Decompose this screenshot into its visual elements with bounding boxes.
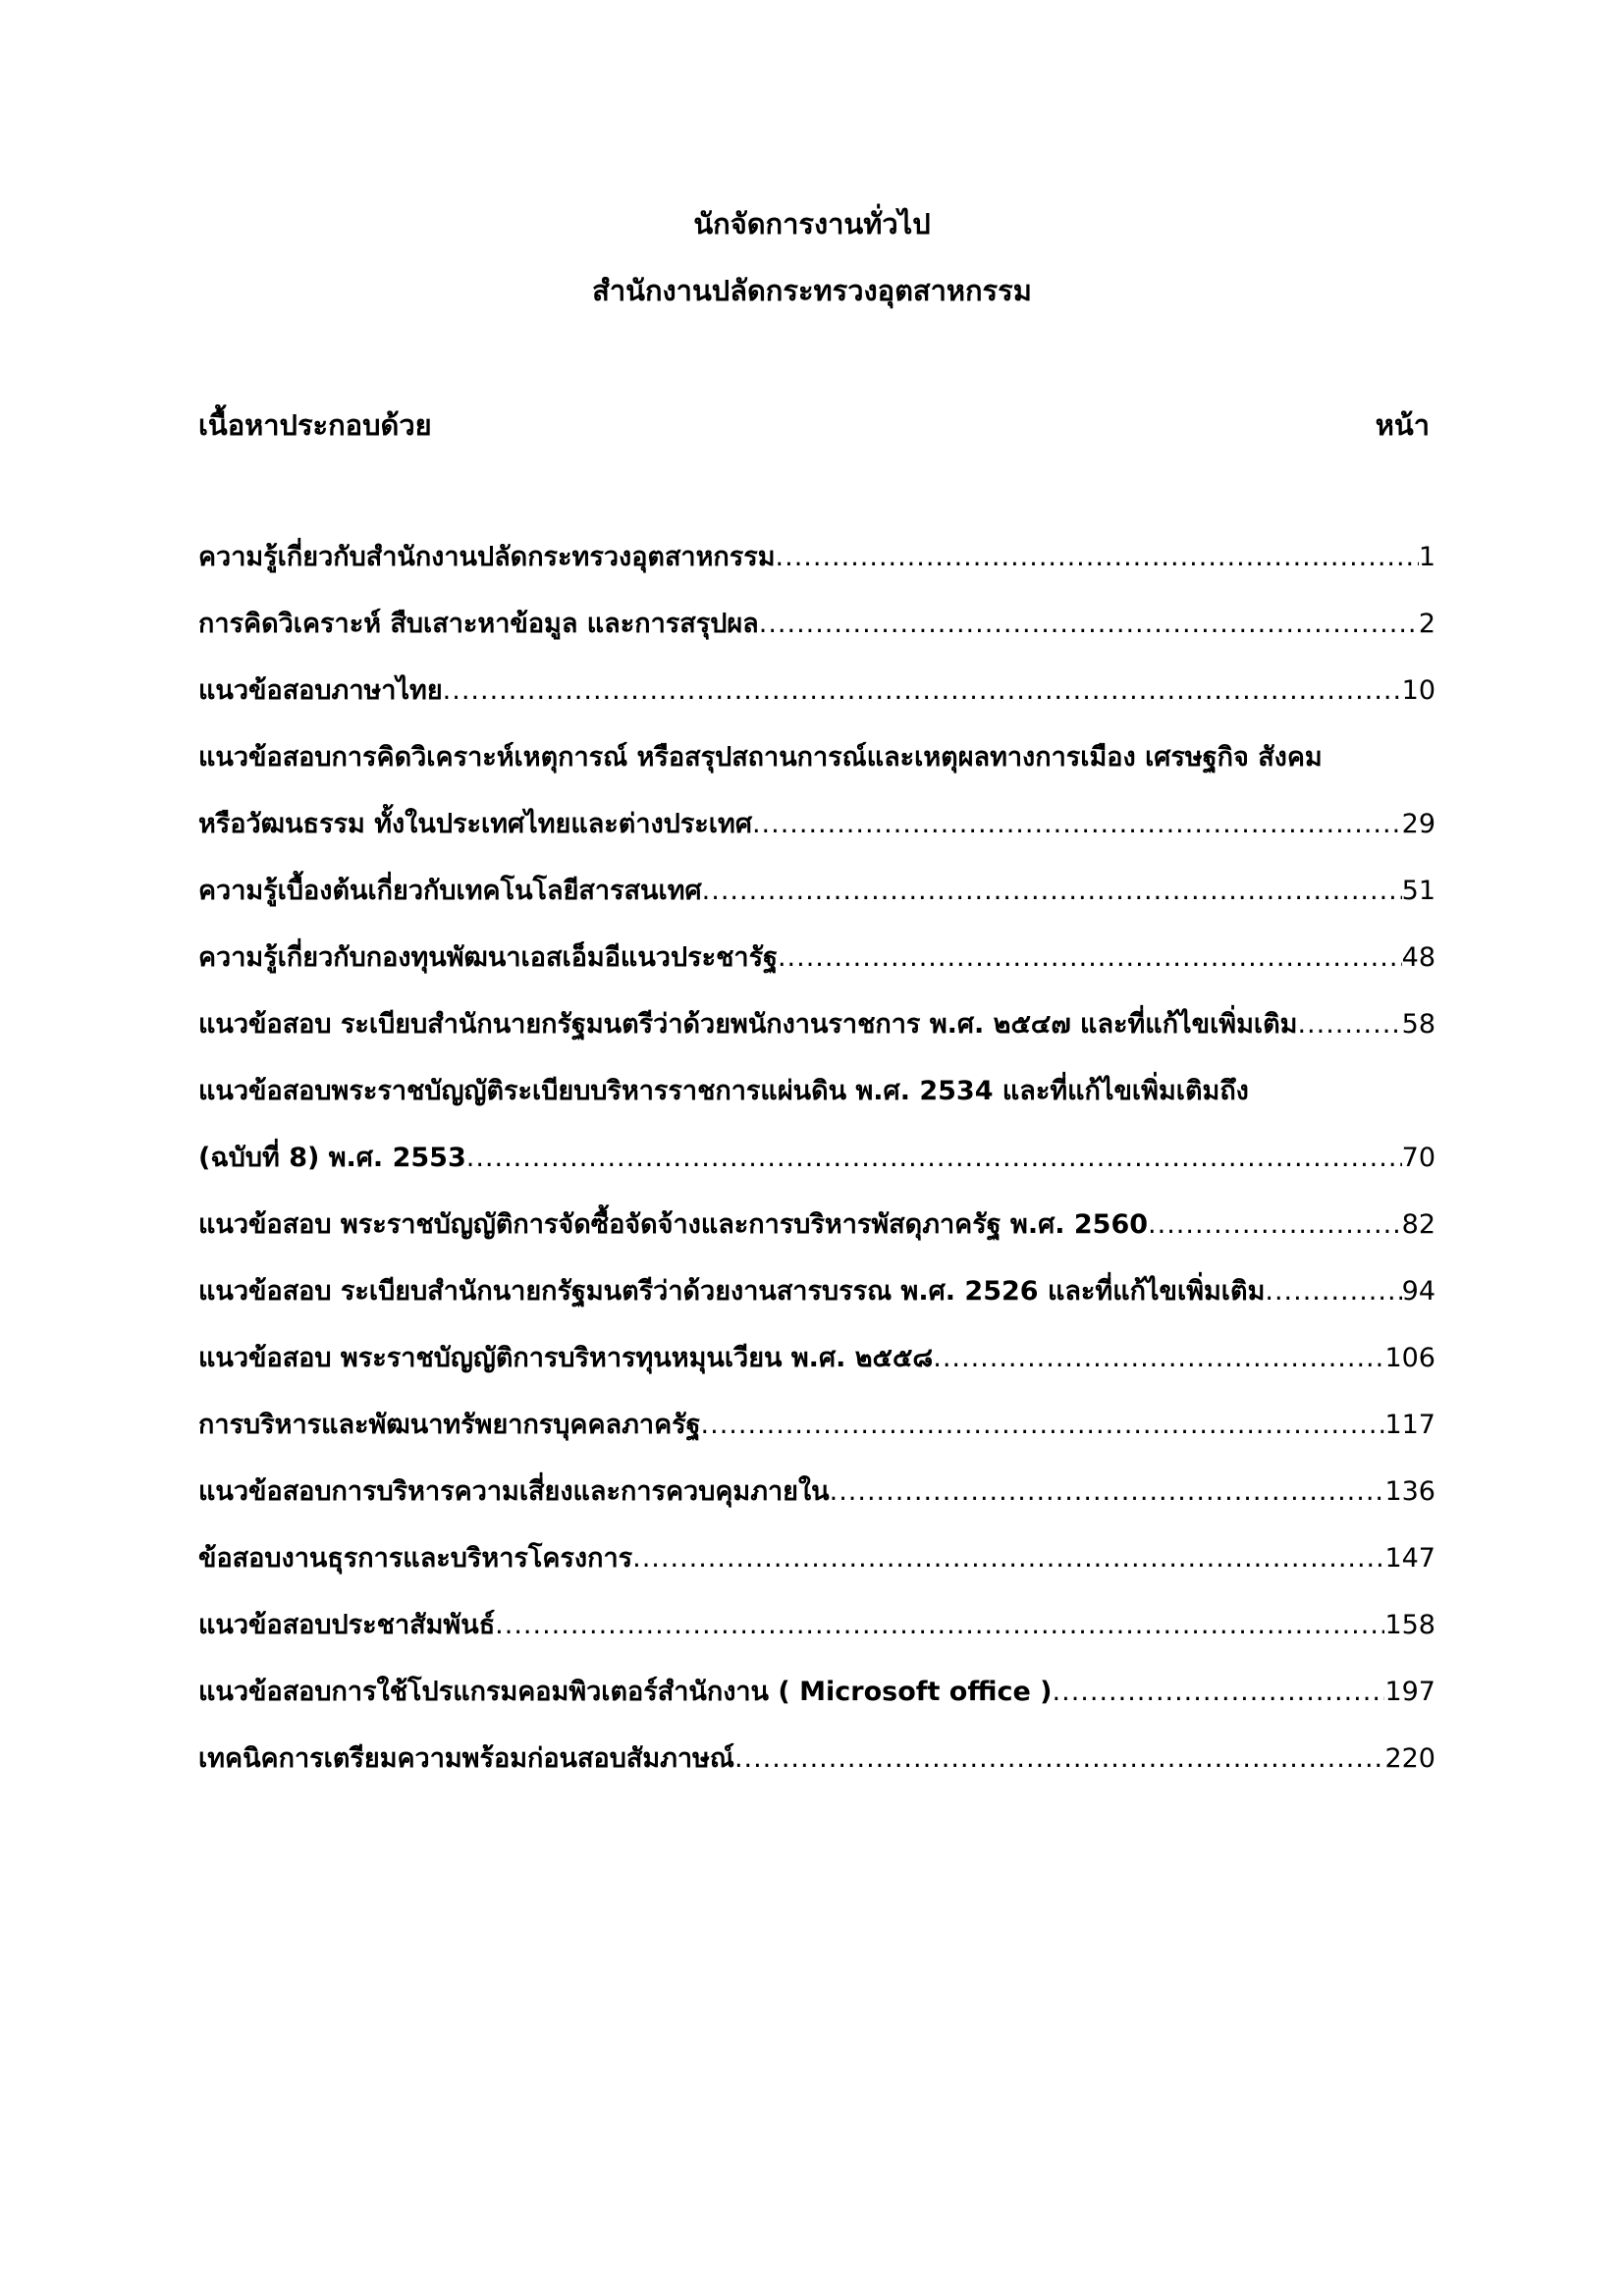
contents-label: เนื้อหาประกอบด้วย (198, 408, 432, 442)
toc-header (198, 405, 1430, 445)
toc-entry (198, 1539, 1435, 1606)
toc-entry-line (198, 1406, 1435, 1472)
toc-entry-title: หรือวัฒนธรรม ทั้งในประเทศไทยและต่างประเทศ (198, 809, 752, 839)
dot-leader (933, 1339, 1384, 1378)
toc-entry-line (198, 538, 1435, 605)
toc-entry-title: แนวข้อสอบการบริหารความเสี่ยงและการควบคุมภายใน (198, 1476, 830, 1507)
toc-entry-page-number: 1 (1418, 542, 1435, 572)
toc-entry-line (198, 1472, 1435, 1539)
toc-entry-title: แนวข้อสอบประชาสัมพันธ์ (198, 1610, 496, 1640)
dot-leader (830, 1472, 1385, 1512)
toc-entry (198, 1072, 1435, 1205)
dot-leader (759, 605, 1419, 644)
toc-entry-title: ความรู้เบื้องต้นเกี่ยวกับเทคโนโลยีสารสนเทศ (198, 876, 702, 906)
dot-leader (1297, 1005, 1401, 1044)
toc-entry (198, 872, 1435, 938)
toc-entry-title: เทคนิคการเตรียมความพร้อมก่อนสอบสัมภาษณ์ (198, 1743, 734, 1774)
toc-entry-line (198, 872, 1435, 938)
toc-entry-page-number: 51 (1401, 876, 1435, 906)
toc-entry (198, 605, 1435, 671)
document-title: นักจัดการงานทั่วไป (693, 207, 931, 240)
toc-entry-line (198, 671, 1435, 738)
toc-entry-line (198, 1005, 1435, 1072)
toc-entry (198, 671, 1435, 738)
dot-leader (701, 1406, 1385, 1445)
toc-entry (198, 738, 1435, 872)
toc-entry-title-line: แนวข้อสอบพระราชบัญญัติระเบียบบริหารราชการแผ่นดิน พ.ศ. 2534 และที่แก้ไขเพิ่มเติมถึง (198, 1076, 1249, 1106)
dot-leader (702, 872, 1402, 911)
toc-entry-title: แนวข้อสอบ พระราชบัญญัติการจัดซื้อจัดจ้างและการบริหารพัสดุภาครัฐ พ.ศ. 2560 (198, 1209, 1149, 1240)
toc-entry-page-number: 2 (1418, 609, 1435, 639)
toc-entry-line (198, 1606, 1435, 1673)
toc-entry-page-number: 10 (1401, 675, 1435, 706)
toc-entry-line (198, 1339, 1435, 1406)
toc-entry-title: ข้อสอบงานธุรการและบริหารโครงการ (198, 1543, 633, 1574)
toc-entry-page-number: 117 (1384, 1410, 1435, 1440)
dot-leader (778, 938, 1402, 978)
toc-entry-title: (ฉบับที่ 8) พ.ศ. 2553 (198, 1143, 466, 1173)
toc-entry (198, 1472, 1435, 1539)
toc-entry-line (198, 805, 1435, 872)
toc-entry-title: แนวข้อสอบ ระเบียบสำนักนายกรัฐมนตรีว่าด้วยงานสารบรรณ พ.ศ. 2526 และที่แก้ไขเพิ่มเติม (198, 1276, 1266, 1307)
dot-leader (1053, 1673, 1385, 1712)
toc-entry (198, 1406, 1435, 1472)
toc-entry (198, 938, 1435, 1005)
toc-entry-title: การคิดวิเคราะห์ สืบเสาะหาข้อมูล และการสรุปผล (198, 609, 759, 639)
toc-entry-line (198, 1739, 1435, 1806)
toc-entry-page-number: 158 (1384, 1610, 1435, 1640)
document-subtitle: สำนักงานปลัดกระทรวงอุตสาหกรรม (592, 274, 1032, 307)
toc-entry-title: ความรู้เกี่ยวกับกองทุนพัฒนาเอสเอ็มอีแนวประชารัฐ (198, 942, 778, 973)
toc-entry (198, 1205, 1435, 1272)
dot-leader (1265, 1272, 1401, 1311)
toc-entry-line (198, 1205, 1435, 1272)
toc-entry-title: แนวข้อสอบ ระเบียบสำนักนายกรัฐมนตรีว่าด้วยพนักงานราชการ พ.ศ. ๒๕๔๗ และที่แก้ไขเพิ่มเติม (198, 1009, 1298, 1040)
dot-leader (734, 1739, 1385, 1779)
toc-entry (198, 1272, 1435, 1339)
toc-entry-title: แนวข้อสอบภาษาไทย (198, 675, 443, 706)
toc-entry-title-line: แนวข้อสอบการคิดวิเคราะห์เหตุการณ์ หรือสรุปสถานการณ์และเหตุผลทางการเมือง เศรษฐกิจ สังคม (198, 742, 1323, 773)
toc-entry (198, 1339, 1435, 1406)
toc-entry-page-number: 106 (1384, 1343, 1435, 1373)
toc-entry-title: แนวข้อสอบ พระราชบัญญัติการบริหารทุนหมุนเวียน พ.ศ. ๒๕๕๘ (198, 1343, 934, 1373)
toc-entry-line (198, 1272, 1435, 1339)
toc-entry (198, 1673, 1435, 1739)
toc-entry-line (198, 1539, 1435, 1606)
dot-leader (495, 1606, 1384, 1645)
table-of-contents (198, 538, 1435, 1806)
toc-entry-line (198, 938, 1435, 1005)
toc-entry-page-number: 136 (1384, 1476, 1435, 1507)
toc-entry-page-number: 29 (1401, 809, 1435, 839)
toc-entry (198, 1005, 1435, 1072)
dot-leader (776, 538, 1419, 577)
toc-entry-page-number: 58 (1401, 1009, 1435, 1040)
toc-entry-page-number: 197 (1384, 1677, 1435, 1707)
page-column-label: หน้า (1375, 408, 1430, 442)
toc-entry-line (198, 605, 1435, 671)
toc-entry-line (198, 1673, 1435, 1739)
toc-entry-title: แนวข้อสอบการใช้โปรแกรมคอมพิวเตอร์สำนักงาน ( Microsoft office ) (198, 1677, 1053, 1707)
toc-entry (198, 538, 1435, 605)
toc-entry-page-number: 48 (1401, 942, 1435, 973)
dot-leader (752, 805, 1402, 844)
dot-leader (1148, 1205, 1402, 1245)
toc-entry-page-number: 220 (1384, 1743, 1435, 1774)
toc-entry (198, 1739, 1435, 1806)
dot-leader (443, 671, 1402, 711)
toc-entry (198, 1606, 1435, 1673)
toc-entry-title: ความรู้เกี่ยวกับสำนักงานปลัดกระทรวงอุตสาหกรรม (198, 542, 776, 572)
toc-entry-page-number: 70 (1401, 1143, 1435, 1173)
toc-entry-page-number: 94 (1401, 1276, 1435, 1307)
toc-entry-title: การบริหารและพัฒนาทรัพยากรบุคคลภาครัฐ (198, 1410, 701, 1440)
toc-entry-line (198, 1139, 1435, 1205)
toc-entry-page-number: 147 (1384, 1543, 1435, 1574)
toc-entry-page-number: 82 (1401, 1209, 1435, 1240)
dot-leader (466, 1139, 1402, 1178)
dot-leader (632, 1539, 1384, 1578)
